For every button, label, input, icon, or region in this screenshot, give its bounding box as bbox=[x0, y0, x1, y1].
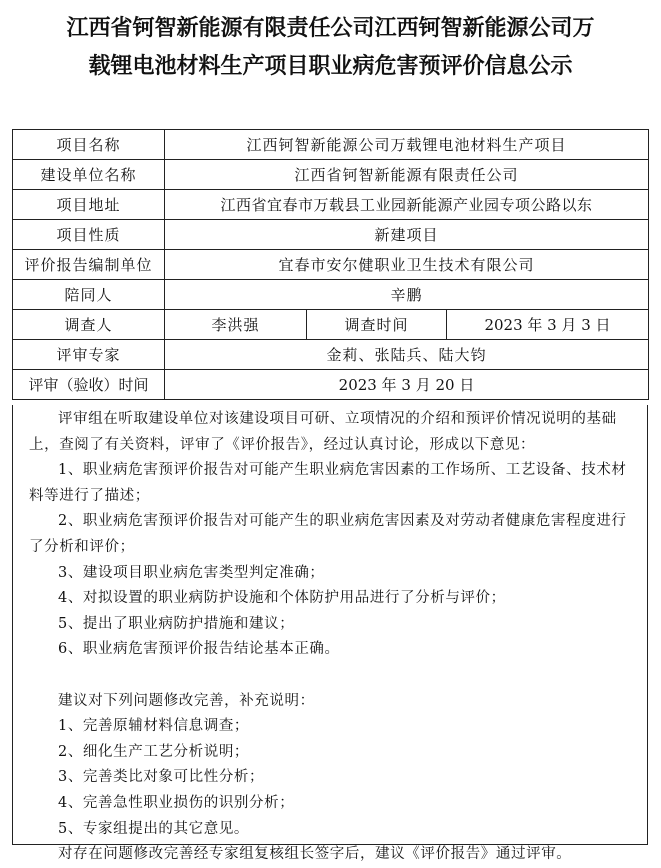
opinion-conclusion: 对存在问题修改完善经专家组复核组长签字后，建议《评价报告》通过评审。 bbox=[58, 846, 572, 863]
report-unit-label: 评价报告编制单位 bbox=[13, 250, 165, 280]
table-row bbox=[13, 220, 649, 250]
opinion-item-3: 3、建设项目职业病危害类型判定准确； bbox=[58, 564, 325, 581]
suggestion-item-5: 5、专家组提出的其它意见。 bbox=[58, 820, 250, 837]
opinion-intro: 评审组在听取建设单位对该建设项目可研、立项情况的介绍和预评价情况说明的基础上，查阅了有关资料，评审了《评价报告》，经过认真讨论，形成以下意见： bbox=[29, 411, 617, 453]
review-time-value: 2023 年 3 月 20 日 bbox=[165, 370, 649, 400]
suggestion-item-3: 3、完善类比对象可比性分析； bbox=[58, 769, 265, 786]
opinion-item-5: 5、提出了职业病防护措施和建议； bbox=[58, 615, 295, 632]
companion-value: 辛鹏 bbox=[165, 280, 649, 310]
page-title bbox=[0, 10, 661, 86]
opinion-item-6: 6、职业病危害预评价报告结论基本正确。 bbox=[58, 641, 340, 658]
table-row bbox=[13, 340, 649, 370]
nature-value: 新建项目 bbox=[165, 220, 649, 250]
project-name-label: 项目名称 bbox=[13, 130, 165, 160]
opinion-item-4: 4、对拟设置的职业病防护设施和个体防护用品进行了分析与评价； bbox=[58, 590, 506, 607]
project-name-value: 江西钶智新能源公司万载锂电池材料生产项目 bbox=[165, 130, 649, 160]
experts-label: 评审专家 bbox=[13, 340, 165, 370]
builder-value: 江西省钶智新能源有限责任公司 bbox=[165, 160, 649, 190]
suggestion-intro: 建议对下列问题修改完善，补充说明： bbox=[58, 692, 315, 709]
review-opinion-box bbox=[12, 405, 648, 863]
address-label: 项目地址 bbox=[13, 190, 165, 220]
table-row bbox=[13, 280, 649, 310]
investigator-value: 李洪强 bbox=[165, 310, 307, 340]
opinion-item-2: 2、职业病危害预评价报告对可能产生的职业病危害因素及对劳动者健康危害程度进行了分析和评价； bbox=[29, 513, 627, 555]
address-value: 江西省宜春市万载县工业园新能源产业园专项公路以东 bbox=[165, 190, 649, 220]
table-row bbox=[13, 160, 649, 190]
table-row bbox=[13, 130, 649, 160]
project-info-table bbox=[12, 129, 649, 400]
page-title-line-2: 载锂电池材料生产项目职业病危害预评价信息公示 bbox=[88, 54, 573, 79]
report-unit-value: 宜春市安尔健职业卫生技术有限公司 bbox=[165, 250, 649, 280]
experts-value: 金莉、张陆兵、陆大钧 bbox=[165, 340, 649, 370]
investigator-label: 调查人 bbox=[13, 310, 165, 340]
survey-time-label: 调查时间 bbox=[307, 310, 447, 340]
table-row bbox=[13, 370, 649, 400]
survey-time-value: 2023 年 3 月 3 日 bbox=[447, 310, 649, 340]
spacer bbox=[29, 663, 633, 689]
suggestion-item-2: 2、细化生产工艺分析说明； bbox=[58, 743, 250, 760]
table-row bbox=[13, 190, 649, 220]
suggestion-item-4: 4、完善急性职业损伤的识别分析； bbox=[58, 794, 295, 811]
companion-label: 陪同人 bbox=[13, 280, 165, 310]
nature-label: 项目性质 bbox=[13, 220, 165, 250]
opinion-item-1: 1、职业病危害预评价报告对可能产生职业病危害因素的工作场所、工艺设备、技术材料等进行了描述； bbox=[29, 462, 627, 504]
builder-label: 建设单位名称 bbox=[13, 160, 165, 190]
table-row bbox=[13, 250, 649, 280]
review-time-label: 评审（验收）时间 bbox=[13, 370, 165, 400]
table-row bbox=[13, 310, 649, 340]
page-title-line-1: 江西省钶智新能源有限责任公司江西钶智新能源公司万 bbox=[66, 16, 595, 41]
suggestion-item-1: 1、完善原辅材料信息调查； bbox=[58, 718, 250, 735]
